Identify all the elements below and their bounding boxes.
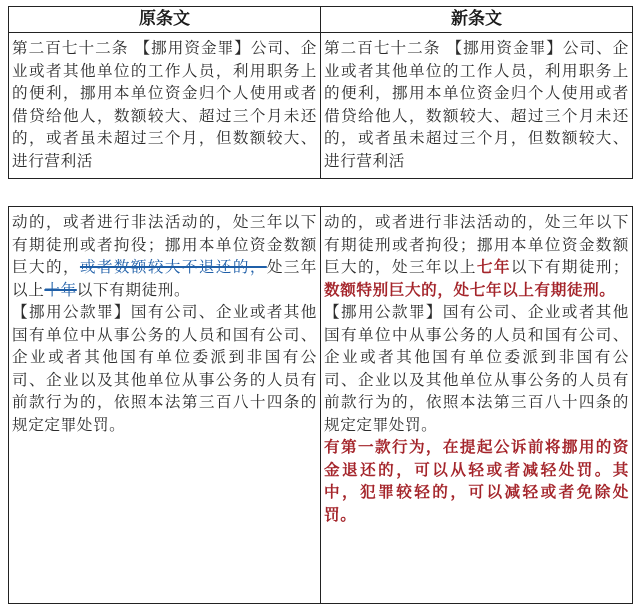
new-text-segment: 动的，或者进行非法活动的，处三年以下有期徒刑或者拘役；挪用本单位资金数额巨大的，处三年以上 (324, 213, 629, 276)
new-text-cell (324, 211, 629, 526)
new-paragraph-3-added: 有第一款行为，在提起公诉前将挪用的资金退还的，可以从轻或者减轻处罚。其中，犯罪较轻的，可以减轻或者免除处罚。 (324, 437, 629, 524)
original-paragraph-2: 【挪用公款罪】国有公司、企业或者其他国有单位中从事公务的人员和国有公司、企业或者其他国有单位委派到非国有公司、企业以及其他单位从事公务的人员有前款行为的，依照本法第三百八十四条的规定定罪处罚。 (12, 303, 317, 434)
header-new-text: 新条文 (320, 7, 632, 32)
deleted-text: 或者数额较大不退还的， (79, 258, 267, 276)
new-paragraph-2: 【挪用公款罪】国有公司、企业或者其他国有单位中从事公务的人员和国有公司、企业或者其他国有单位委派到非国有公司、企业以及其他单位从事公务的人员有前款行为的，依照本法第三百八十四条的规定定罪处罚。 (324, 303, 629, 434)
new-paragraph-1 (324, 211, 629, 301)
column-divider (320, 7, 321, 178)
column-divider (320, 207, 321, 603)
added-text: 七年 (476, 257, 511, 276)
original-text-segment: 以下有期徒刑。 (76, 280, 191, 299)
new-text-cell: 第二百七十二条 【挪用资金罪】公司、企业或者其他单位的工作人员，利用职务上的便利，挪用本单位资金归个人使用或者借贷给他人，数额较大、超过三个月未还的，或者虽未超过三个月，但数额较大、进行营利活 (324, 39, 629, 170)
added-text: 数额特别巨大的，处七年以上有期徒刑。 (324, 279, 616, 299)
comparison-table-continued (8, 206, 633, 604)
original-text-segment: 处三年以上 (12, 258, 317, 299)
original-paragraph-1 (12, 211, 317, 301)
original-text-cell (12, 211, 317, 436)
header-original-text: 原条文 (139, 9, 190, 29)
original-text-segment: 动的，或者进行非法活动的，处三年以下有期徒刑或者拘役；挪用本单位资金数额巨大的， (12, 213, 317, 276)
comparison-table-top (8, 6, 633, 179)
deleted-text: 十年 (44, 280, 77, 299)
new-text-segment: 以下有期徒刑； (510, 258, 630, 276)
original-text-cell: 第二百七十二条 【挪用资金罪】公司、企业或者其他单位的工作人员，利用职务上的便利，挪用本单位资金归个人使用或者借贷给他人，数额较大、超过三个月未还的，或者虽未超过三个月，但数额较大、进行营利活 (12, 39, 317, 170)
